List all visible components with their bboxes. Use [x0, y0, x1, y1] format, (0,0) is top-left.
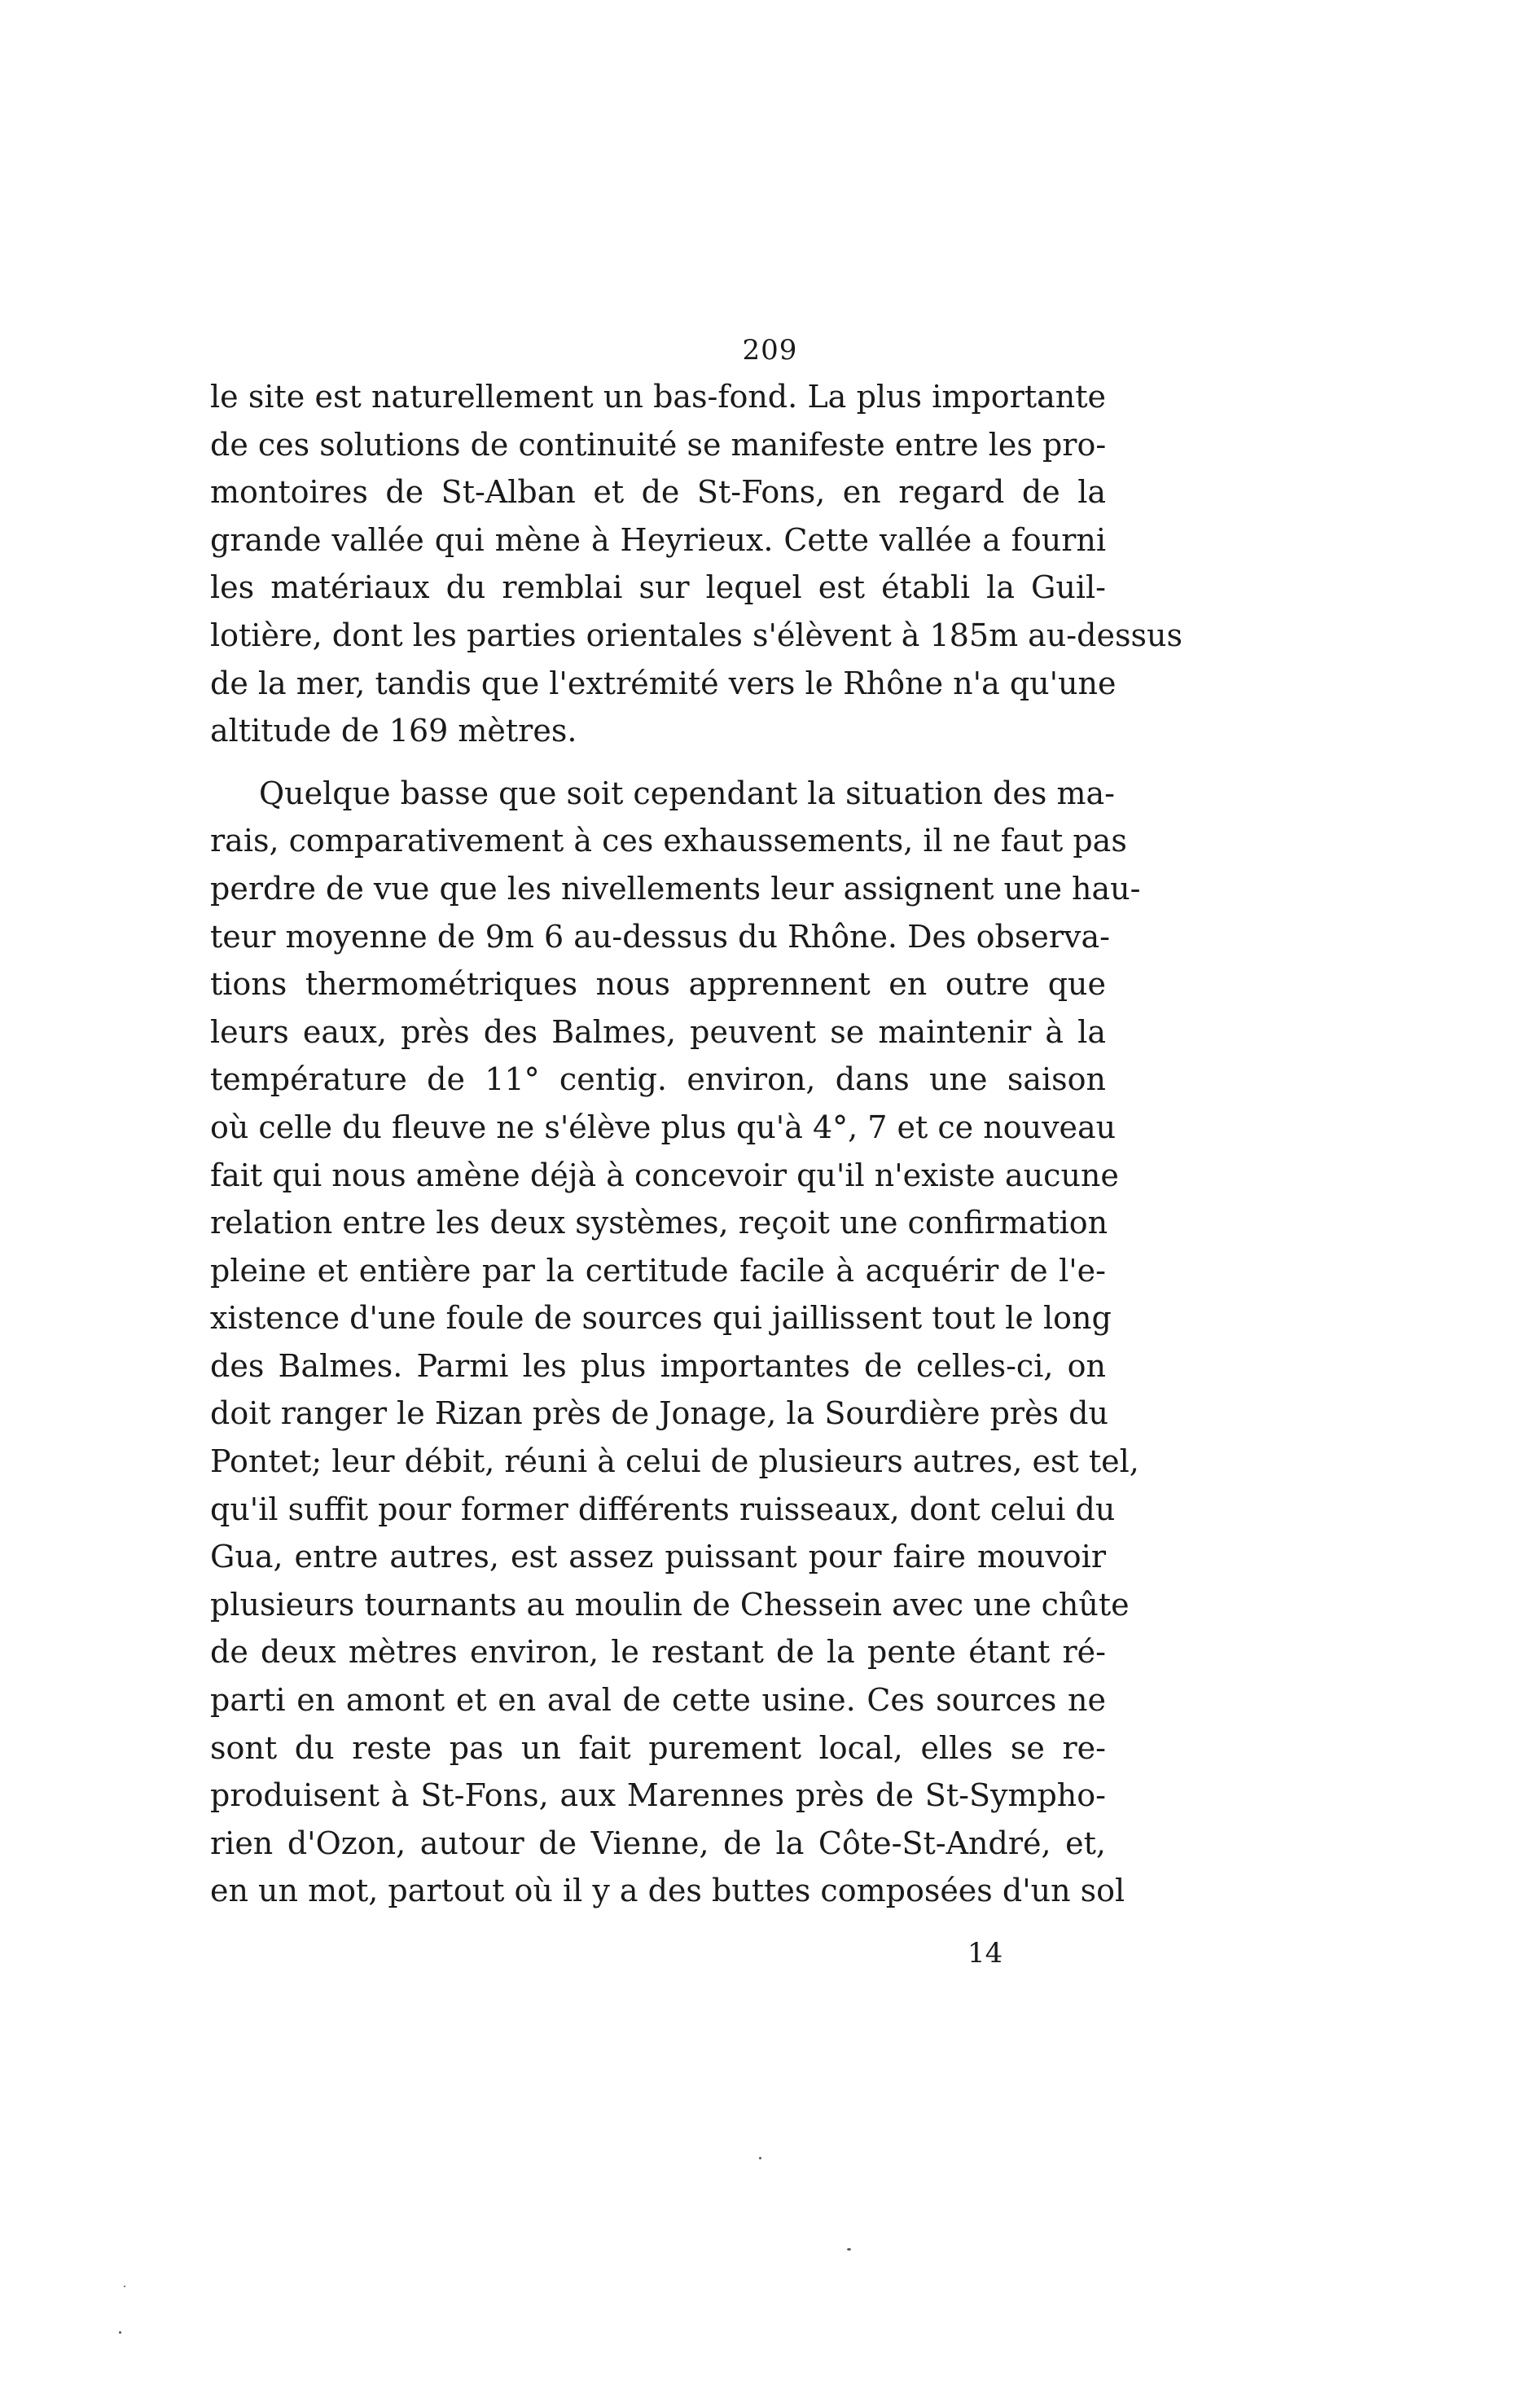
text-line: pleine et entière par la certitude facile à acquérir de l'e-	[210, 1252, 1106, 1289]
text-line: rais, comparativement à ces exhaussements, il ne faut pas	[210, 823, 1127, 859]
text-line: perdre de vue que les nivellements leur assignent une hau-	[210, 870, 1141, 907]
text-line: doit ranger le Rizan près de Jonage, la Sourdière près du	[210, 1395, 1108, 1432]
paper-speck	[759, 2157, 761, 2159]
text-line: les matériaux du remblai sur lequel est établi la Guil-	[210, 569, 1106, 606]
text-line: des Balmes. Parmi les plus importantes de celles-ci, on	[210, 1347, 1106, 1384]
text-line: Pontet; leur débit, réuni à celui de plusieurs autres, est tel,	[210, 1443, 1139, 1480]
text-line: altitude de 169 mètres.	[210, 713, 577, 749]
text-line: qu'il suffit pour former différents ruisseaux, dont celui du	[210, 1491, 1116, 1527]
paragraph-2	[210, 770, 1141, 1915]
text-line: fait qui nous amène déjà à concevoir qu'il n'existe aucune	[210, 1157, 1119, 1193]
text-line: xistence d'une foule de sources qui jaillissent tout le long	[210, 1300, 1112, 1337]
text-line: lotière, dont les parties orientales s'élèvent à 185m au-dessus	[210, 617, 1182, 653]
text-line: relation entre les deux systèmes, reçoit une confirmation	[210, 1205, 1108, 1241]
page-number: 209	[742, 334, 798, 367]
text-line: produisent à St-Fons, aux Marennes près de St-Sympho-	[210, 1777, 1106, 1814]
text-line: température de 11° centig. environ, dans une saison	[210, 1061, 1106, 1098]
text-line: Quelque basse que soit cependant la situation des ma-	[259, 775, 1116, 811]
paper-speck	[847, 2248, 851, 2251]
text-line: tions thermométriques nous apprennent en outre que	[210, 966, 1106, 1003]
text-line: de deux mètres environ, le restant de la pente étant ré-	[210, 1634, 1106, 1671]
paper-speck	[119, 2331, 121, 2334]
paragraph-1	[210, 373, 1182, 755]
text-line: grande vallée qui mène à Heyrieux. Cette vallée a fourni	[210, 521, 1106, 558]
text-line: montoires de St-Alban et de St-Fons, en regard de la	[210, 474, 1106, 511]
text-line: sont du reste pas un fait purement local, elles se re-	[210, 1729, 1106, 1766]
body-text	[210, 373, 1182, 1915]
text-line: en un mot, partout où il y a des buttes composées d'un sol	[210, 1873, 1125, 1909]
text-line: plusieurs tournants au moulin de Chessein avec une chûte	[210, 1586, 1130, 1623]
text-line: de la mer, tandis que l'extrémité vers le Rhône n'a qu'une	[210, 665, 1117, 701]
text-line: parti en amont et en aval de cette usine. Ces sources ne	[210, 1682, 1106, 1719]
paper-speck	[124, 2286, 125, 2287]
text-line: teur moyenne de 9m 6 au-dessus du Rhône. Des observa-	[210, 918, 1110, 955]
signature-mark: 14	[967, 1937, 1003, 1970]
text-line: leurs eaux, près des Balmes, peuvent se maintenir à la	[210, 1013, 1106, 1050]
text-line: de ces solutions de continuité se manifeste entre les pro-	[210, 426, 1107, 463]
text-line: Gua, entre autres, est assez puissant pour faire mouvoir	[210, 1539, 1106, 1575]
text-line: rien d'Ozon, autour de Vienne, de la Côte-St-André, et,	[210, 1825, 1106, 1861]
text-line: où celle du fleuve ne s'élève plus qu'à 4°, 7 et ce nouveau	[210, 1109, 1117, 1145]
text-line: le site est naturellement un bas-fond. La plus importante	[210, 379, 1106, 415]
